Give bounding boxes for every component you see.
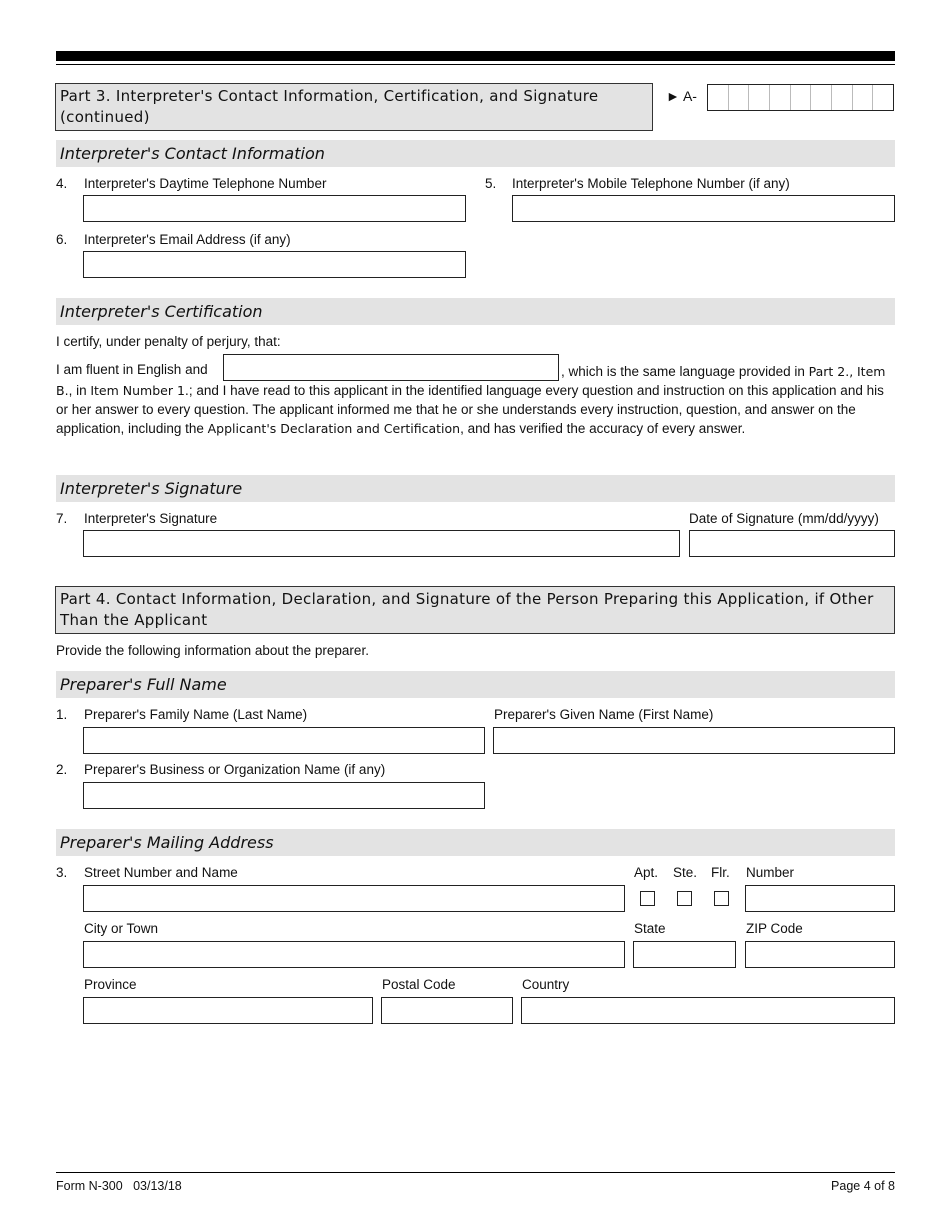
mobile-phone-field[interactable] [512,195,895,222]
ref-declaration: Applicant's Declaration and Certification [207,421,461,436]
top-rule-thin [56,64,895,65]
certification-mid1: , in [68,383,91,398]
family-name-label: Preparer's Family Name (Last Name) [84,707,308,722]
part4-intro: Provide the following information about the preparer. [56,643,369,658]
number-label: Number [746,865,795,880]
given-name-field[interactable] [493,727,895,754]
certification-statement [56,362,891,438]
q3-number: 3. [56,865,68,880]
q7-number: 7. [56,511,68,526]
state-label: State [634,921,666,936]
postal-code-field[interactable] [381,997,513,1024]
province-field[interactable] [83,997,373,1024]
ref-part2: Part 2., [808,364,854,379]
business-name-field[interactable] [83,782,485,809]
footer-rule [56,1172,895,1173]
top-rule-thick [56,51,895,61]
contact-section-title: Interpreter's Contact Information [56,140,895,167]
certification-intro: I certify, under penalty of perjury, that: [56,334,281,349]
given-name-label: Preparer's Given Name (First Name) [494,707,714,722]
q5-label: Interpreter's Mobile Telephone Number (if any) [512,176,790,191]
certification-line-start: I am fluent in English and [56,362,208,377]
province-label: Province [84,977,137,992]
zip-field[interactable] [745,941,895,968]
signature-date-label: Date of Signature (mm/dd/yyyy) [689,511,879,526]
ref-item-b: Item B. [56,364,886,398]
q6-number: 6. [56,232,68,247]
certification-end: , and has verified the accuracy of every answer. [460,421,746,436]
q5-number: 5. [485,176,497,191]
footer-page-number: Page 4 of 8 [831,1179,895,1193]
city-field[interactable] [83,941,625,968]
q4-number: 4. [56,176,68,191]
zip-label: ZIP Code [746,921,803,936]
business-name-label: Preparer's Business or Organization Name (if any) [84,762,386,777]
q6-label: Interpreter's Email Address (if any) [84,232,291,247]
q4-label: Interpreter's Daytime Telephone Number [84,176,327,191]
part3-header: Part 3. Interpreter's Contact Information, Certification, and Signature (continued) [55,83,653,131]
q1-number: 1. [56,707,68,722]
apt-checkbox[interactable] [640,891,655,906]
state-field[interactable] [633,941,736,968]
a-number-label: ► A- [666,88,697,104]
city-label: City or Town [84,921,159,936]
country-label: Country [522,977,570,992]
interpreter-signature-field[interactable] [83,530,680,557]
part4-header: Part 4. Contact Information, Declaration, and Signature of the Person Preparing this Application, if Other Than the Applicant [55,586,895,634]
unit-number-field[interactable] [745,885,895,912]
a-number-field[interactable] [707,84,894,111]
certification-after-field: , which is the same language provided in [561,364,809,379]
certification-section-title: Interpreter's Certification [56,298,895,325]
apt-label: Apt. [634,865,659,880]
q7-label: Interpreter's Signature [84,511,218,526]
family-name-field[interactable] [83,727,485,754]
daytime-phone-field[interactable] [83,195,466,222]
country-field[interactable] [521,997,895,1024]
street-label: Street Number and Name [84,865,238,880]
street-field[interactable] [83,885,625,912]
ref-item-number-1: Item Number 1. [90,383,189,398]
postal-code-label: Postal Code [382,977,456,992]
q2-number: 2. [56,762,68,777]
preparer-name-section-title: Preparer's Full Name [56,671,895,698]
flr-checkbox[interactable] [714,891,729,906]
footer-form-id: Form N-300 03/13/18 [56,1179,182,1193]
ste-checkbox[interactable] [677,891,692,906]
ste-label: Ste. [673,865,698,880]
email-field[interactable] [83,251,466,278]
signature-date-field[interactable] [689,530,895,557]
mailing-section-title: Preparer's Mailing Address [56,829,895,856]
flr-label: Flr. [711,865,730,880]
signature-section-title: Interpreter's Signature [56,475,895,502]
certification-mid2: ; and I have read to this applicant in the identified language every question and instruction on this application and his or her answer to every question. The applicant informed me that he or she understands every instruction, question, and answer on the application, including the [56,383,884,436]
